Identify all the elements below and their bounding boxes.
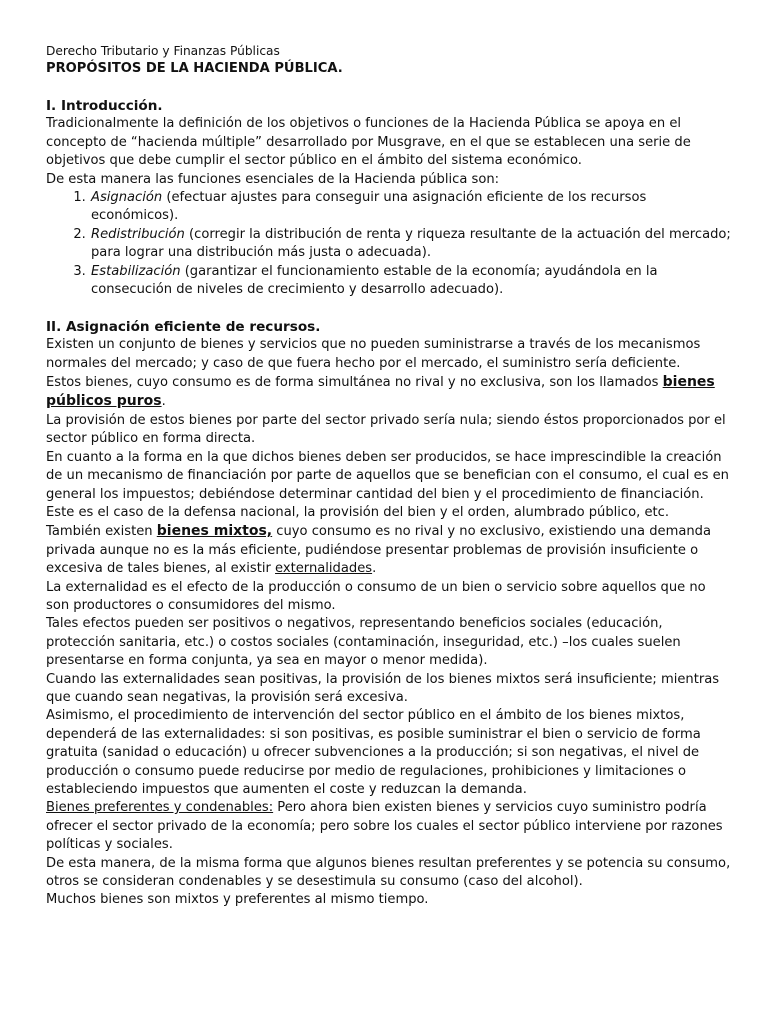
paragraph-text: cuyo consumo es no rival y no exclusivo, existiendo una demanda privada aunque no es la más eficiente, pudiéndose presentar problemas de provisión insuficiente o excesiva de tales bienes, al existir — [46, 524, 711, 577]
paragraph: De esta manera, de la misma forma que algunos bienes resultan preferentes y se potencia su consumo, otros se consideran condenables y se desestimula su consumo (caso del alcohol). — [46, 855, 731, 890]
list-item-term: Redistribución — [91, 226, 185, 242]
paragraph — [46, 799, 732, 854]
functions-list — [46, 189, 732, 299]
list-item — [90, 263, 732, 300]
term-bienes-publicos-puros: bienes públicos puros — [46, 374, 715, 410]
document-title: PROPÓSITOS DE LA HACIENDA PÚBLICA. — [46, 61, 343, 77]
paragraph: Tales efectos pueden ser positivos o negativos, representando beneficios sociales (educación, protección sanitaria, etc.) o costos sociales (contaminación, inseguridad, etc.) –los cuales suelen presentarse en forma conjunta, ya sea en mayor o menor medida). — [46, 616, 681, 669]
paragraph-text: . — [372, 561, 377, 577]
list-item — [90, 226, 732, 263]
paragraph-text: Estos bienes, cuyo consumo es de forma simultánea no rival y no exclusiva, son los llamados — [46, 375, 663, 391]
paragraph: De esta manera las funciones esenciales de la Hacienda pública son: — [46, 171, 500, 187]
list-item-description: (garantizar el funcionamiento estable de la economía; ayudándola en la consecución de niveles de crecimiento y desarrollo adecuado). — [91, 263, 658, 298]
paragraph — [46, 522, 732, 578]
term-bienes-preferentes: Bienes preferentes y condenables: — [46, 800, 274, 816]
list-item-description: (corregir la distribución de renta y riqueza resultante de la actuación del mercado; para lograr una distribución más justa o adecuada). — [91, 226, 731, 261]
paragraph: Muchos bienes son mixtos y preferentes al mismo tiempo. — [46, 892, 429, 908]
paragraph: La provisión de estos bienes por parte del sector privado sería nula; siendo éstos proporcionados por el sector público en forma directa. — [46, 412, 726, 447]
list-item — [90, 189, 732, 226]
section-heading-introduccion: I. Introducción. — [46, 98, 163, 114]
paragraph-text: También existen — [46, 524, 157, 540]
list-item-description: (efectuar ajustes para conseguir una asignación eficiente de los recursos económicos). — [91, 190, 647, 224]
paragraph — [46, 373, 732, 412]
term-externalidades: externalidades — [275, 561, 373, 577]
paragraph: La externalidad es el efecto de la producción o consumo de un bien o servicio sobre aquellos que no son productores o consumidores del mismo. — [46, 579, 706, 613]
paragraph-text: Pero ahora bien existen bienes y servicios cuyo suministro podría ofrecer el sector privado de la economía; pero sobre los cuales el sector público interviene por razones políticas y sociales. — [46, 800, 723, 853]
section-heading-asignacion: II. Asignación eficiente de recursos. — [46, 318, 321, 335]
paragraph: Tradicionalmente la definición de los objetivos o funciones de la Hacienda Pública se apoya en el concepto de “hacienda múltiple” desarrollado por Musgrave, en el que se establecen una serie de objetivos que debe cumplir el sector público en el ámbito del sistema económico. — [46, 116, 691, 169]
paragraph: En cuanto a la forma en la que dichos bienes deben ser producidos, se hace imprescindible la creación de un mecanismo de financiación por parte de aquellos que se benefician con el consumo, el cual es en general los impuestos; debiéndose determinar cantidad del bien y el procedimiento de financiación. — [46, 449, 729, 502]
course-subject: Derecho Tributario y Finanzas Públicas — [46, 44, 280, 58]
list-item-term: Asignación — [91, 190, 163, 206]
paragraph: Existen un conjunto de bienes y servicios que no pueden suministrarse a través de los mecanismos normales del mercado; y caso de que fuera hecho por el mercado, el suministro sería deficiente. — [46, 337, 701, 371]
list-item-term: Estabilización — [91, 263, 181, 279]
spacer — [46, 79, 732, 97]
term-bienes-mixtos: bienes mixtos, — [156, 523, 273, 540]
paragraph: Cuando las externalidades sean positivas, la provisión de los bienes mixtos será insuficiente; mientras que cuando sean negativas, la provisión será excesiva. — [46, 671, 720, 705]
paragraph: Este es el caso de la defensa nacional, la provisión del bien y el orden, alumbrado público, etc. — [46, 504, 670, 520]
paragraph: Asimismo, el procedimiento de intervención del sector público en el ámbito de los bienes mixtos, dependerá de las externalidades: si son positivas, es posible suministrar el bien o servicio de forma gratuita (sanidad o educación) u ofrecer subvenciones a la producción; si son negativas, el nivel de producción o consumo puede reducirse por medio de regulaciones, prohibiciones y limitaciones o estableciendo impuestos que aumenten el coste y reduzcan la demanda. — [46, 708, 701, 798]
paragraph-text: . — [161, 394, 166, 410]
spacer — [46, 299, 732, 317]
